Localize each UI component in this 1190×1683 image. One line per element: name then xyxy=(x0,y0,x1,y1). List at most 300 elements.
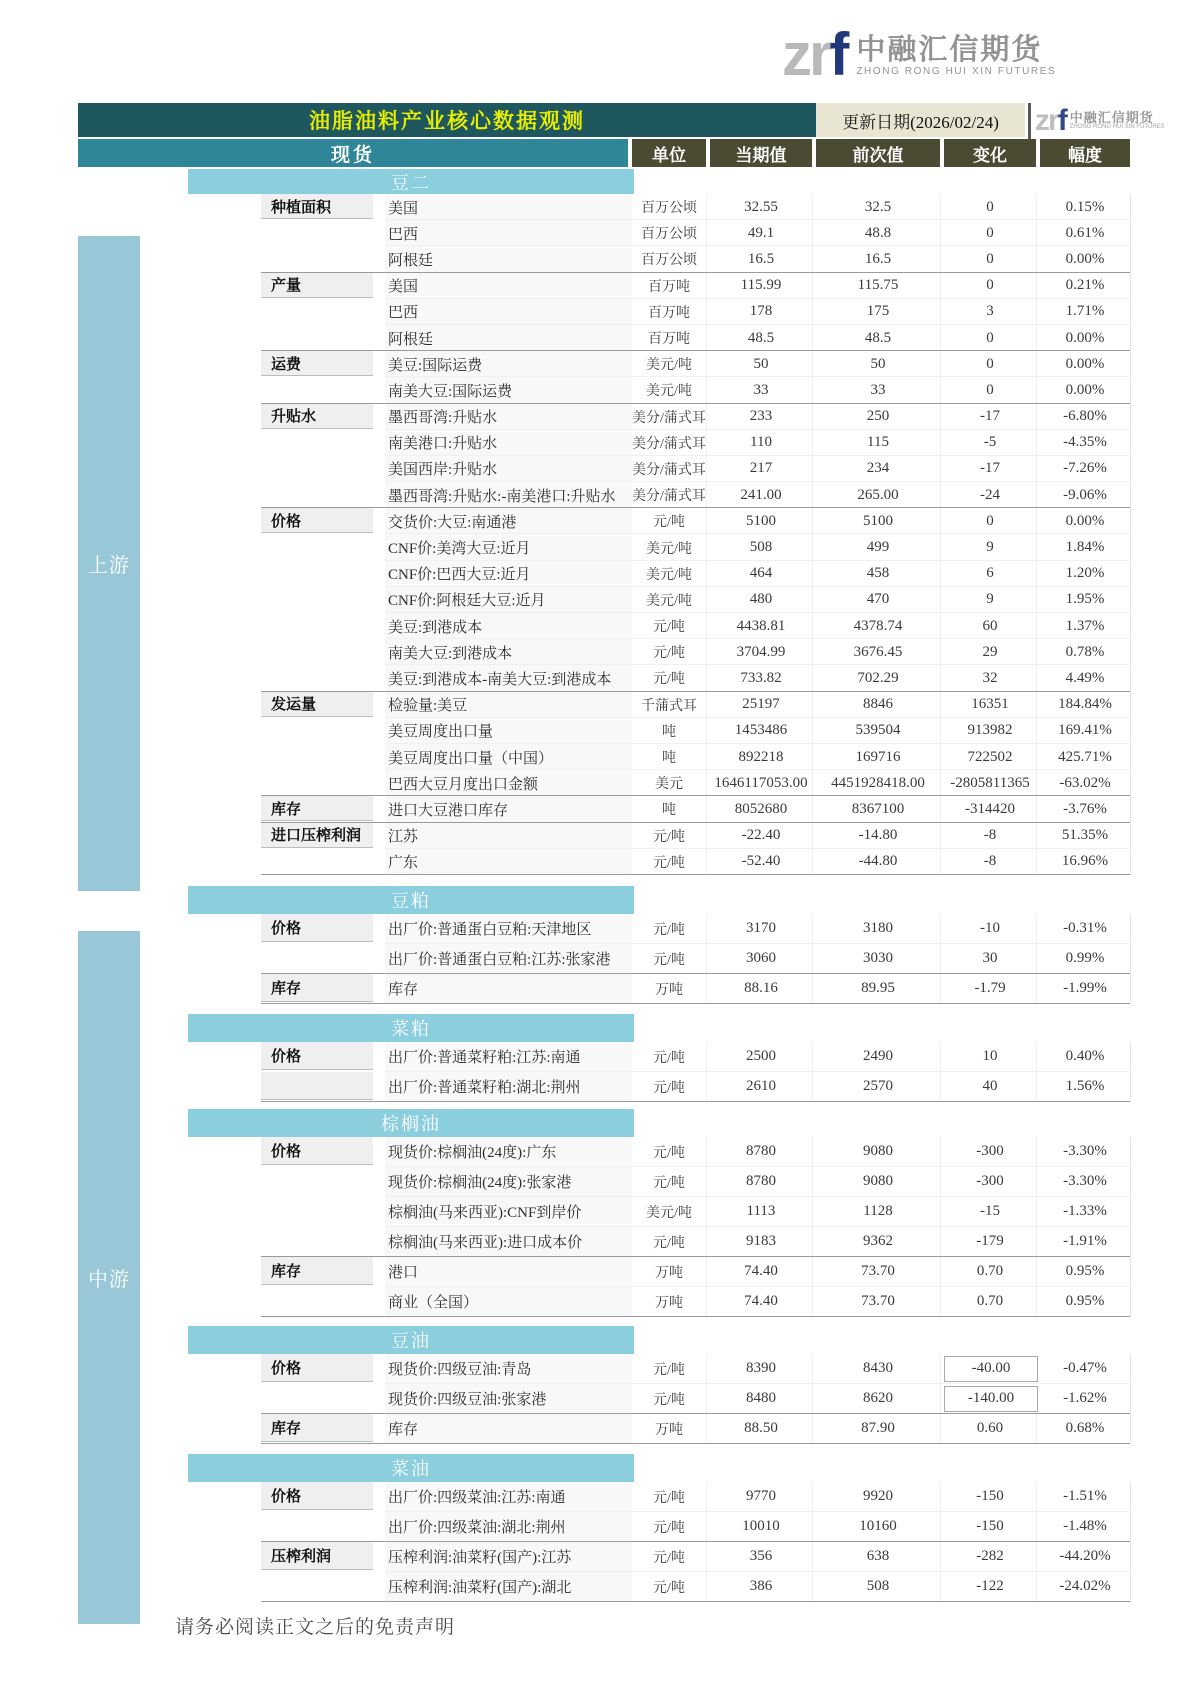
table-row xyxy=(78,770,1130,796)
current-value-cell: 892218 xyxy=(710,744,813,770)
table-row xyxy=(78,796,1130,822)
current-value-cell: 217 xyxy=(710,456,813,482)
item-label: 巴西 xyxy=(385,299,632,325)
current-value-cell: 88.50 xyxy=(710,1414,813,1444)
pct-value-cell: -0.31% xyxy=(1040,914,1131,944)
pct-value-cell: 1.95% xyxy=(1040,587,1131,613)
section-header-bar: 菜粕 xyxy=(188,1014,634,1042)
item-label: 出厂价:普通菜籽粕:湖北:荆州 xyxy=(385,1072,632,1102)
column-header-previous: 前次值 xyxy=(816,139,940,167)
item-label: CNF价:阿根廷大豆:近月 xyxy=(385,587,632,613)
change-value-cell: -40.00 xyxy=(944,1356,1038,1382)
current-value-cell: 733.82 xyxy=(710,665,813,691)
pct-value-cell: -1.51% xyxy=(1040,1482,1131,1512)
current-value-cell: 3170 xyxy=(710,914,813,944)
current-value-cell: 49.1 xyxy=(710,220,813,246)
table-row xyxy=(78,613,1130,639)
previous-value-cell: 10160 xyxy=(816,1512,941,1542)
item-label: 美豆周度出口量 xyxy=(385,718,632,744)
previous-value-cell: 2570 xyxy=(816,1072,941,1102)
pct-value-cell: 0.00% xyxy=(1040,508,1131,534)
change-value-cell: 30 xyxy=(944,944,1037,974)
table-row xyxy=(78,325,1130,351)
unit-cell: 美分/蒲式耳 xyxy=(632,404,707,430)
table-row xyxy=(78,1167,1130,1197)
table-row xyxy=(78,914,1130,944)
item-label: 交货价:大豆:南通港 xyxy=(385,508,632,534)
item-label: 南美大豆:国际运费 xyxy=(385,377,632,403)
previous-value-cell: 458 xyxy=(816,561,941,587)
change-value-cell: -17 xyxy=(944,404,1037,430)
table-row xyxy=(78,561,1130,587)
change-value-cell: -15 xyxy=(944,1197,1037,1227)
category-label: 种植面积 xyxy=(261,194,373,219)
change-value-cell: 0 xyxy=(944,246,1037,272)
category-label: 价格 xyxy=(261,1482,373,1510)
column-header-row xyxy=(78,139,1130,167)
item-label: 墨西哥湾:升贴水 xyxy=(385,404,632,430)
change-value-cell: 16351 xyxy=(944,692,1037,718)
current-value-cell: 4438.81 xyxy=(710,613,813,639)
category-label: 价格 xyxy=(261,914,373,942)
unit-cell: 百万吨 xyxy=(632,299,707,325)
table-row xyxy=(78,718,1130,744)
table-row xyxy=(78,587,1130,613)
previous-value-cell: 8846 xyxy=(816,692,941,718)
unit-cell: 元/吨 xyxy=(632,823,707,849)
table-row xyxy=(78,299,1130,325)
current-value-cell: 32.55 xyxy=(710,194,813,220)
unit-cell: 吨 xyxy=(632,796,707,822)
pct-value-cell: -1.99% xyxy=(1040,974,1131,1004)
pct-value-cell: -1.48% xyxy=(1040,1512,1131,1542)
pct-value-cell: 0.15% xyxy=(1040,194,1131,220)
current-value-cell: 33 xyxy=(710,377,813,403)
item-label: 阿根廷 xyxy=(385,246,632,272)
unit-cell: 美分/蒲式耳 xyxy=(632,456,707,482)
unit-cell: 美分/蒲式耳 xyxy=(632,430,707,456)
change-value-cell: 722502 xyxy=(944,744,1037,770)
previous-value-cell: 9080 xyxy=(816,1167,941,1197)
category-label: 压榨利润 xyxy=(261,1542,373,1570)
change-value-cell: -282 xyxy=(944,1542,1037,1572)
change-value-cell: 3 xyxy=(944,299,1037,325)
item-label: 出厂价:四级菜油:江苏:南通 xyxy=(385,1482,632,1512)
pct-value-cell: 16.96% xyxy=(1040,849,1131,875)
previous-value-cell: 9080 xyxy=(816,1137,941,1167)
previous-value-cell: 702.29 xyxy=(816,665,941,691)
unit-cell: 万吨 xyxy=(632,1287,707,1317)
change-value-cell: -179 xyxy=(944,1227,1037,1257)
previous-value-cell: 169716 xyxy=(816,744,941,770)
pct-value-cell: -1.62% xyxy=(1040,1384,1131,1414)
change-value-cell: -140.00 xyxy=(944,1386,1038,1412)
table-row xyxy=(78,508,1130,534)
table-row xyxy=(78,1414,1130,1444)
change-value-cell: -8 xyxy=(944,823,1037,849)
previous-value-cell: 9362 xyxy=(816,1227,941,1257)
item-label: 商业（全国） xyxy=(385,1287,632,1317)
current-value-cell: 8052680 xyxy=(710,796,813,822)
pct-value-cell: 0.78% xyxy=(1040,639,1131,665)
table-row xyxy=(78,1072,1130,1102)
previous-value-cell: 3030 xyxy=(816,944,941,974)
unit-cell: 元/吨 xyxy=(632,1512,707,1542)
previous-value-cell: 89.95 xyxy=(816,974,941,1004)
item-label: 巴西 xyxy=(385,220,632,246)
category-label: 价格 xyxy=(261,508,373,533)
update-date: 更新日期(2026/02/24) xyxy=(816,103,1025,137)
pct-value-cell: 1.56% xyxy=(1040,1072,1131,1102)
page-title: 油脂油料产业核心数据观测 xyxy=(78,103,816,137)
item-label: CNF价:美湾大豆:近月 xyxy=(385,534,632,560)
previous-value-cell: 9920 xyxy=(816,1482,941,1512)
pct-value-cell: 0.21% xyxy=(1040,273,1131,299)
item-label: 南美港口:升贴水 xyxy=(385,430,632,456)
previous-value-cell: 115.75 xyxy=(816,273,941,299)
item-label: 出厂价:普通菜籽粕:江苏:南通 xyxy=(385,1042,632,1072)
current-value-cell: 74.40 xyxy=(710,1287,813,1317)
change-value-cell: -10 xyxy=(944,914,1037,944)
pct-value-cell: -1.33% xyxy=(1040,1197,1131,1227)
change-value-cell: -150 xyxy=(944,1512,1037,1542)
item-label: 现货价:棕榈油(24度):广东 xyxy=(385,1137,632,1167)
item-label: 压榨利润:油菜籽(国产):江苏 xyxy=(385,1542,632,1572)
previous-value-cell: 508 xyxy=(816,1572,941,1602)
table-row xyxy=(78,377,1130,403)
previous-value-cell: 470 xyxy=(816,587,941,613)
pct-value-cell: -6.80% xyxy=(1040,404,1131,430)
unit-cell: 元/吨 xyxy=(632,1072,707,1102)
table-row xyxy=(78,1287,1130,1317)
previous-value-cell: 32.5 xyxy=(816,194,941,220)
current-value-cell: 50 xyxy=(710,351,813,377)
column-header-unit: 单位 xyxy=(632,139,706,167)
change-value-cell: -1.79 xyxy=(944,974,1037,1004)
item-label: 压榨利润:油菜籽(国产):湖北 xyxy=(385,1572,632,1602)
unit-cell: 元/吨 xyxy=(632,849,707,875)
previous-value-cell: 175 xyxy=(816,299,941,325)
category-label: 价格 xyxy=(261,1354,373,1382)
table-row xyxy=(78,456,1130,482)
current-value-cell: -52.40 xyxy=(710,849,813,875)
previous-value-cell: 3180 xyxy=(816,914,941,944)
table-row xyxy=(78,1512,1130,1542)
unit-cell: 元/吨 xyxy=(632,1354,707,1384)
section-header-bar: 菜油 xyxy=(188,1454,634,1482)
title-row xyxy=(78,103,1130,137)
current-value-cell: 16.5 xyxy=(710,246,813,272)
previous-value-cell: 8367100 xyxy=(816,796,941,822)
change-value-cell: 0.70 xyxy=(944,1287,1037,1317)
previous-value-cell: 48.8 xyxy=(816,220,941,246)
category-label: 库存 xyxy=(261,796,373,821)
current-value-cell: 233 xyxy=(710,404,813,430)
change-value-cell: 32 xyxy=(944,665,1037,691)
table-row xyxy=(78,482,1130,508)
table-row xyxy=(78,823,1130,849)
previous-value-cell: 3676.45 xyxy=(816,639,941,665)
table-row xyxy=(78,849,1130,875)
current-value-cell: 1453486 xyxy=(710,718,813,744)
unit-cell: 百万公顷 xyxy=(632,246,707,272)
previous-value-cell: 87.90 xyxy=(816,1414,941,1444)
previous-value-cell: 265.00 xyxy=(816,482,941,508)
item-label: 棕榈油(马来西亚):CNF到岸价 xyxy=(385,1197,632,1227)
current-value-cell: 1646117053.00 xyxy=(710,770,813,796)
current-value-cell: 356 xyxy=(710,1542,813,1572)
column-header-current: 当期值 xyxy=(710,139,812,167)
table-row xyxy=(78,404,1130,430)
column-header-spot: 现货 xyxy=(78,139,628,167)
unit-cell: 美分/蒲式耳 xyxy=(632,482,707,508)
current-value-cell: 8780 xyxy=(710,1137,813,1167)
current-value-cell: 178 xyxy=(710,299,813,325)
unit-cell: 千蒲式耳 xyxy=(632,692,707,718)
previous-value-cell: 234 xyxy=(816,456,941,482)
change-value-cell: 913982 xyxy=(944,718,1037,744)
table-row xyxy=(78,692,1130,718)
unit-cell: 元/吨 xyxy=(632,1572,707,1602)
pct-value-cell: 0.00% xyxy=(1040,351,1131,377)
change-value-cell: 0 xyxy=(944,351,1037,377)
item-label: 南美大豆:到港成本 xyxy=(385,639,632,665)
current-value-cell: 508 xyxy=(710,534,813,560)
current-value-cell: 8390 xyxy=(710,1354,813,1384)
change-value-cell: 10 xyxy=(944,1042,1037,1072)
section-header-bar: 豆油 xyxy=(188,1326,634,1354)
pct-value-cell: 0.68% xyxy=(1040,1414,1131,1444)
previous-value-cell: 48.5 xyxy=(816,325,941,351)
pct-value-cell: -9.06% xyxy=(1040,482,1131,508)
current-value-cell: 480 xyxy=(710,587,813,613)
current-value-cell: -22.40 xyxy=(710,823,813,849)
change-value-cell: 6 xyxy=(944,561,1037,587)
pct-value-cell: 0.00% xyxy=(1040,246,1131,272)
pct-value-cell: 0.00% xyxy=(1040,325,1131,351)
current-value-cell: 3704.99 xyxy=(710,639,813,665)
unit-cell: 万吨 xyxy=(632,1257,707,1287)
table-row xyxy=(78,351,1130,377)
change-value-cell: -17 xyxy=(944,456,1037,482)
change-value-cell: 0 xyxy=(944,273,1037,299)
previous-value-cell: 1128 xyxy=(816,1197,941,1227)
unit-cell: 元/吨 xyxy=(632,1542,707,1572)
pct-value-cell: -3.30% xyxy=(1040,1167,1131,1197)
change-value-cell: 40 xyxy=(944,1072,1037,1102)
pct-value-cell: -44.20% xyxy=(1040,1542,1131,1572)
pct-value-cell: 0.00% xyxy=(1040,377,1131,403)
unit-cell: 元/吨 xyxy=(632,1384,707,1414)
table-row xyxy=(78,194,1130,220)
disclaimer-text: 请务必阅读正文之后的免责声明 xyxy=(175,1617,456,1638)
table-row xyxy=(78,1257,1130,1287)
item-label: 美豆:到港成本-南美大豆:到港成本 xyxy=(385,665,632,691)
category-label: 库存 xyxy=(261,974,373,1002)
unit-cell: 美元/吨 xyxy=(632,1197,707,1227)
category-label: 运费 xyxy=(261,351,373,376)
table-row xyxy=(78,1482,1130,1512)
previous-value-cell: 8430 xyxy=(816,1354,941,1384)
current-value-cell: 8480 xyxy=(710,1384,813,1414)
pct-value-cell: 51.35% xyxy=(1040,823,1131,849)
zrf-logo-icon: zrf xyxy=(782,21,847,88)
current-value-cell: 74.40 xyxy=(710,1257,813,1287)
item-label: 库存 xyxy=(385,1414,632,1444)
unit-cell: 百万吨 xyxy=(632,273,707,299)
pct-value-cell: 0.61% xyxy=(1040,220,1131,246)
unit-cell: 元/吨 xyxy=(632,508,707,534)
table-row xyxy=(78,1227,1130,1257)
previous-value-cell: 250 xyxy=(816,404,941,430)
unit-cell: 元/吨 xyxy=(632,1137,707,1167)
change-value-cell: 0 xyxy=(944,508,1037,534)
previous-value-cell: 33 xyxy=(816,377,941,403)
company-name-en: ZHONG RONG HUI XIN FUTURES xyxy=(856,65,1057,77)
unit-cell: 元/吨 xyxy=(632,1227,707,1257)
table-row xyxy=(78,639,1130,665)
category-label: 进口压榨利润 xyxy=(261,823,373,848)
previous-value-cell: 539504 xyxy=(816,718,941,744)
table-row xyxy=(78,974,1130,1004)
pct-value-cell: 184.84% xyxy=(1040,692,1131,718)
previous-value-cell: 2490 xyxy=(816,1042,941,1072)
table-body xyxy=(78,169,1130,1602)
item-label: 阿根廷 xyxy=(385,325,632,351)
unit-cell: 万吨 xyxy=(632,1414,707,1444)
pct-value-cell: -1.91% xyxy=(1040,1227,1131,1257)
pct-value-cell: 0.95% xyxy=(1040,1257,1131,1287)
watermark-logo-icon: zrf 中融汇信期货 ZHONG RONG HUI XIN FUTURES xyxy=(1028,103,1190,139)
table-row xyxy=(78,1542,1130,1572)
item-label: 美国西岸:升贴水 xyxy=(385,456,632,482)
previous-value-cell: 499 xyxy=(816,534,941,560)
table-row xyxy=(78,1572,1130,1602)
table-row xyxy=(78,246,1130,272)
change-value-cell: 0 xyxy=(944,377,1037,403)
pct-value-cell: -63.02% xyxy=(1040,770,1131,796)
previous-value-cell: 4451928418.00 xyxy=(816,770,941,796)
previous-value-cell: -44.80 xyxy=(816,849,941,875)
company-logo xyxy=(782,20,1072,90)
pct-value-cell: 1.71% xyxy=(1040,299,1131,325)
unit-cell: 元/吨 xyxy=(632,639,707,665)
change-value-cell: 0 xyxy=(944,325,1037,351)
current-value-cell: 464 xyxy=(710,561,813,587)
table-row xyxy=(78,534,1130,560)
change-value-cell: 0.70 xyxy=(944,1257,1037,1287)
pct-value-cell: -3.30% xyxy=(1040,1137,1131,1167)
item-label: CNF价:巴西大豆:近月 xyxy=(385,561,632,587)
current-value-cell: 9183 xyxy=(710,1227,813,1257)
unit-cell: 元/吨 xyxy=(632,1167,707,1197)
item-label: 出厂价:四级菜油:湖北:荆州 xyxy=(385,1512,632,1542)
pct-value-cell: 0.99% xyxy=(1040,944,1131,974)
table-row xyxy=(78,944,1130,974)
category-label: 价格 xyxy=(261,1042,373,1070)
unit-cell: 美元/吨 xyxy=(632,351,707,377)
change-value-cell: -314420 xyxy=(944,796,1037,822)
previous-value-cell: 73.70 xyxy=(816,1257,941,1287)
pct-value-cell: -24.02% xyxy=(1040,1572,1131,1602)
stage-bar-upstream: 上游 xyxy=(78,236,140,891)
change-value-cell: 0.60 xyxy=(944,1414,1037,1444)
section-header-bar: 豆粕 xyxy=(188,886,634,914)
pct-value-cell: 169.41% xyxy=(1040,718,1131,744)
unit-cell: 吨 xyxy=(632,718,707,744)
table-row xyxy=(78,1197,1130,1227)
table-row xyxy=(78,1042,1130,1072)
table-row xyxy=(78,273,1130,299)
section-header-bar: 棕榈油 xyxy=(188,1109,634,1137)
pct-value-cell: -4.35% xyxy=(1040,430,1131,456)
change-value-cell: -300 xyxy=(944,1167,1037,1197)
item-label: 进口大豆港口库存 xyxy=(385,796,632,822)
unit-cell: 美元/吨 xyxy=(632,377,707,403)
change-value-cell: -2805811365 xyxy=(944,770,1037,796)
company-name-cn: 中融汇信期货 xyxy=(856,33,1043,66)
unit-cell: 元/吨 xyxy=(632,944,707,974)
current-value-cell: 9770 xyxy=(710,1482,813,1512)
current-value-cell: 25197 xyxy=(710,692,813,718)
unit-cell: 百万公顷 xyxy=(632,194,707,220)
previous-value-cell: 5100 xyxy=(816,508,941,534)
unit-cell: 美元/吨 xyxy=(632,587,707,613)
table-row xyxy=(78,1354,1130,1384)
pct-value-cell: 1.37% xyxy=(1040,613,1131,639)
category-label: 升贴水 xyxy=(261,404,373,429)
item-label: 美豆:国际运费 xyxy=(385,351,632,377)
previous-value-cell: 638 xyxy=(816,1542,941,1572)
item-label: 现货价:棕榈油(24度):张家港 xyxy=(385,1167,632,1197)
change-value-cell: -5 xyxy=(944,430,1037,456)
change-value-cell: 0 xyxy=(944,194,1037,220)
category-label: 发运量 xyxy=(261,692,373,717)
pct-value-cell: -7.26% xyxy=(1040,456,1131,482)
category-label: 库存 xyxy=(261,1257,373,1285)
item-label: 墨西哥湾:升贴水:-南美港口:升贴水 xyxy=(385,482,632,508)
item-label: 广东 xyxy=(385,849,632,875)
item-label: 库存 xyxy=(385,974,632,1004)
current-value-cell: 115.99 xyxy=(710,273,813,299)
column-header-change: 变化 xyxy=(944,139,1036,167)
unit-cell: 元/吨 xyxy=(632,1482,707,1512)
previous-value-cell: 8620 xyxy=(816,1384,941,1414)
unit-cell: 百万公顷 xyxy=(632,220,707,246)
table-row xyxy=(78,430,1130,456)
pct-value-cell: 1.20% xyxy=(1040,561,1131,587)
previous-value-cell: -14.80 xyxy=(816,823,941,849)
item-label: 江苏 xyxy=(385,823,632,849)
current-value-cell: 8780 xyxy=(710,1167,813,1197)
item-label: 出厂价:普通蛋白豆粕:天津地区 xyxy=(385,914,632,944)
current-value-cell: 2610 xyxy=(710,1072,813,1102)
previous-value-cell: 50 xyxy=(816,351,941,377)
unit-cell: 元/吨 xyxy=(632,613,707,639)
current-value-cell: 386 xyxy=(710,1572,813,1602)
unit-cell: 百万吨 xyxy=(632,325,707,351)
current-value-cell: 241.00 xyxy=(710,482,813,508)
current-value-cell: 88.16 xyxy=(710,974,813,1004)
unit-cell: 美元/吨 xyxy=(632,534,707,560)
pct-value-cell: 425.71% xyxy=(1040,744,1131,770)
pct-value-cell: -3.76% xyxy=(1040,796,1131,822)
previous-value-cell: 16.5 xyxy=(816,246,941,272)
table-row xyxy=(78,665,1130,691)
previous-value-cell: 73.70 xyxy=(816,1287,941,1317)
current-value-cell: 2500 xyxy=(710,1042,813,1072)
item-label: 现货价:四级豆油:青岛 xyxy=(385,1354,632,1384)
